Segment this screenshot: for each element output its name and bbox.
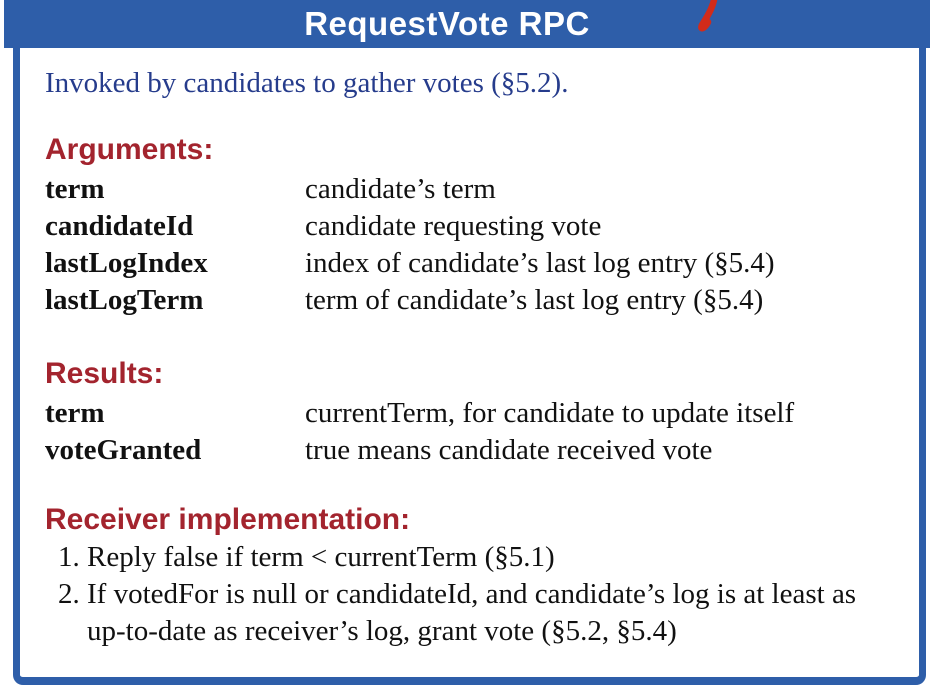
rpc-box xyxy=(13,47,926,685)
intro-text: Invoked by candidates to gather votes (§5.2). xyxy=(45,67,569,99)
figure-title: RequestVote RPC xyxy=(304,5,590,42)
list-item xyxy=(45,576,909,650)
title-bar xyxy=(4,0,930,48)
param-desc: index of candidate’s last log entry (§5.4) xyxy=(305,247,775,279)
table-row xyxy=(45,208,909,245)
param-name: term xyxy=(45,397,105,429)
param-name: candidateId xyxy=(45,210,194,242)
table-row xyxy=(45,245,909,282)
rpc-box-content xyxy=(20,47,919,650)
param-name: lastLogIndex xyxy=(45,247,208,279)
results-heading: Results: xyxy=(45,357,164,390)
param-name: term xyxy=(45,173,105,205)
receiver-steps-list xyxy=(45,539,909,650)
list-item xyxy=(45,539,909,576)
table-row xyxy=(45,282,909,319)
arguments-heading: Arguments: xyxy=(45,133,214,166)
table-row xyxy=(45,395,909,432)
table-row xyxy=(45,171,909,208)
list-item-number: 2. xyxy=(58,578,80,610)
list-item-text: Reply false if term < currentTerm (§5.1) xyxy=(87,541,555,573)
param-desc: true means candidate received vote xyxy=(305,434,713,466)
param-name: voteGranted xyxy=(45,434,202,466)
param-desc: term of candidate’s last log entry (§5.4) xyxy=(305,284,764,316)
receiver-implementation-heading: Receiver implementation: xyxy=(45,503,411,536)
results-table xyxy=(45,395,909,469)
list-item-text: If votedFor is null or candidateId, and candidate’s log is at least as up-to-date as receiver’s log, grant vote (§5.2, §5.4) xyxy=(87,578,857,647)
param-desc: candidate’s term xyxy=(305,173,496,205)
param-desc: candidate requesting vote xyxy=(305,210,602,242)
param-name: lastLogTerm xyxy=(45,284,204,316)
param-desc: currentTerm, for candidate to update itself xyxy=(305,397,795,429)
list-item-number: 1. xyxy=(58,541,80,573)
arguments-table xyxy=(45,171,909,319)
table-row xyxy=(45,432,909,469)
